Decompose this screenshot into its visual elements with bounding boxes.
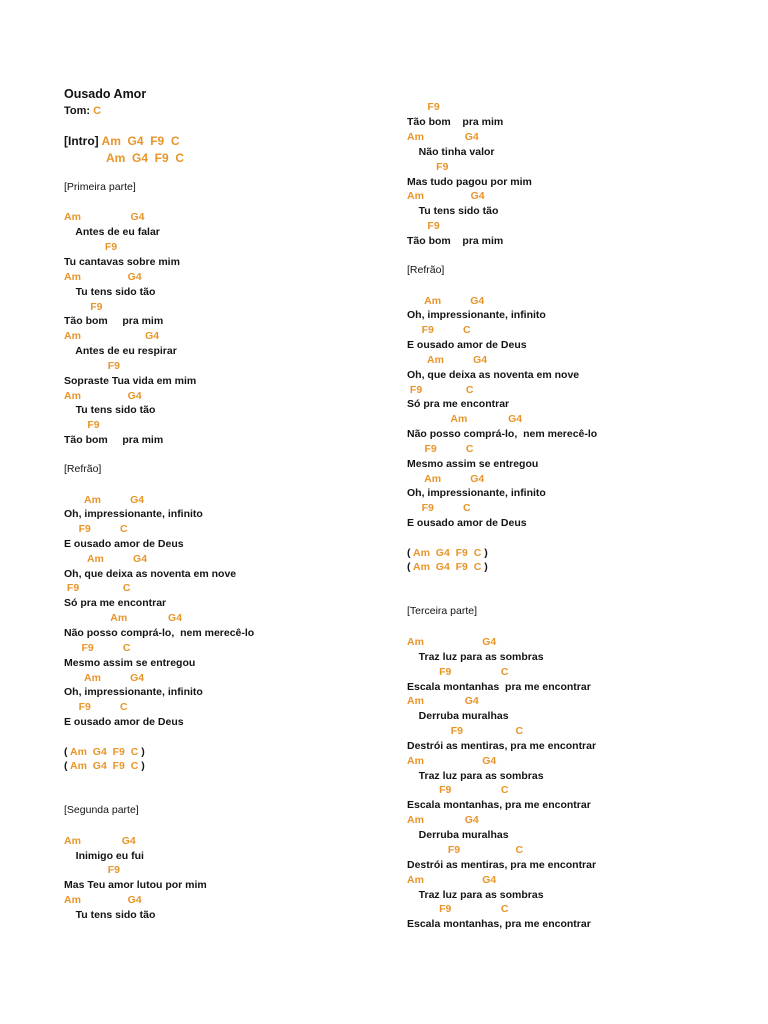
lyric-line: Tão bom pra mim (407, 235, 504, 247)
lyric-line: Oh, que deixa as noventa em nove (407, 369, 580, 381)
lyric-line: Traz luz para as sombras (407, 889, 544, 901)
chord-line: Am G4 (64, 553, 148, 565)
intro-label: [Intro] (64, 134, 99, 148)
lyric-line: E ousado amor de Deus (407, 517, 527, 529)
section-heading: [Refrão] (64, 463, 102, 475)
intro-chords: Am G4 F9 C (101, 134, 180, 148)
chord-line: F9 (64, 360, 121, 372)
lyric-line: Antes de eu respirar (64, 345, 177, 357)
chord-line: F9 C (407, 324, 471, 336)
bracket: ) (481, 547, 488, 559)
section-heading: [Terceira parte] (407, 605, 478, 617)
lyric-line: Tão bom pra mim (64, 434, 164, 446)
chord-line: F9 C (407, 784, 509, 796)
bracket: ( (64, 746, 71, 758)
lyric-line: Tu tens sido tão (64, 286, 156, 298)
intro-line-2: Am G4 F9 C (106, 151, 185, 165)
chord-line: Am G4 (407, 695, 479, 707)
chord-line: F9 C (407, 502, 471, 514)
chord-line: Am G4 (64, 390, 142, 402)
lyric-line: Sopraste Tua vida em mim (64, 375, 197, 387)
chord-line: F9 (407, 101, 440, 113)
chord-line: F9 C (64, 701, 128, 713)
chord-line: Am G4 (407, 295, 485, 307)
chord-line: F9 C (407, 725, 524, 737)
lyric-line: Oh, que deixa as noventa em nove (64, 568, 237, 580)
lyric-line: Destrói as mentiras, pra me encontrar (407, 859, 597, 871)
key-label: Tom: (64, 105, 91, 117)
lyric-line: Oh, impressionante, infinito (407, 309, 546, 321)
lyric-line: Traz luz para as sombras (407, 770, 544, 782)
lyric-line: Oh, impressionante, infinito (64, 686, 203, 698)
chord-line: F9 (64, 864, 121, 876)
lyric-line: Só pra me encontrar (64, 597, 167, 609)
lyric-line: E ousado amor de Deus (64, 538, 184, 550)
chord-line: F9 (407, 161, 449, 173)
bracket: ( (64, 760, 71, 772)
chord-line: Am G4 (407, 473, 485, 485)
chord-progression-line (64, 746, 145, 759)
chord-line: Am G4 (64, 894, 142, 906)
lyric-line: E ousado amor de Deus (64, 716, 184, 728)
chord-line: F9 C (407, 903, 509, 915)
lyric-line: Tão bom pra mim (64, 315, 164, 327)
chord-progression: Am G4 F9 C (413, 547, 482, 559)
section-heading: [Refrão] (407, 264, 445, 276)
lyric-line: Tão bom pra mim (407, 116, 504, 128)
chord-progression: Am G4 F9 C (70, 760, 139, 772)
chord-line: Am G4 (407, 413, 523, 425)
bracket: ) (138, 746, 145, 758)
chord-line: Am G4 (407, 636, 497, 648)
chord-line: Am G4 (407, 354, 488, 366)
lyric-line: Escala montanhas, pra me encontrar (407, 799, 591, 811)
chord-line: Am G4 (407, 755, 497, 767)
chord-line: Am G4 (64, 494, 145, 506)
chord-line: Am G4 (407, 874, 497, 886)
lyric-line: Tu tens sido tão (64, 909, 156, 921)
lyric-line: Derruba muralhas (407, 710, 509, 722)
lyric-line: Não posso comprá-lo, nem merecê-lo (64, 627, 255, 639)
chord-line: Am G4 (64, 672, 145, 684)
section-heading: [Segunda parte] (64, 804, 139, 816)
lyric-line: Destrói as mentiras, pra me encontrar (407, 740, 597, 752)
chord-line: F9 C (64, 523, 128, 535)
chord-line: Am G4 (407, 814, 479, 826)
chord-line: Am G4 (64, 612, 183, 624)
chord-progression-line (407, 547, 488, 560)
lyric-line: E ousado amor de Deus (407, 339, 527, 351)
lyric-line: Mesmo assim se entregou (64, 657, 196, 669)
lyric-line: Tu tens sido tão (64, 404, 156, 416)
chord-progression: Am G4 F9 C (413, 561, 482, 573)
song-title: Ousado Amor (64, 87, 147, 101)
chord-progression-line (64, 760, 145, 773)
lyric-line: Mas tudo pagou por mim (407, 176, 532, 188)
chord-line: F9 (64, 241, 118, 253)
bracket: ) (138, 760, 145, 772)
key-value: C (93, 105, 102, 117)
chord-line: F9 C (407, 844, 524, 856)
lyric-line: Antes de eu falar (64, 226, 160, 238)
chord-line: F9 (64, 419, 100, 431)
chord-line: Am G4 (407, 190, 485, 202)
bracket: ( (407, 547, 414, 559)
intro-line-1 (64, 134, 180, 149)
section-heading: [Primeira parte] (64, 181, 136, 193)
bracket: ( (407, 561, 414, 573)
bracket: ) (481, 561, 488, 573)
chord-line: F9 (407, 220, 440, 232)
lyric-line: Oh, impressionante, infinito (407, 487, 546, 499)
lyric-line: Tu cantavas sobre mim (64, 256, 180, 268)
chord-line: F9 C (407, 384, 474, 396)
chord-line: Am G4 (64, 271, 142, 283)
lyric-line: Mas Teu amor lutou por mim (64, 879, 207, 891)
chord-progression: Am G4 F9 C (70, 746, 139, 758)
lyric-line: Traz luz para as sombras (407, 651, 544, 663)
lyric-line: Só pra me encontrar (407, 398, 510, 410)
song-key (64, 104, 101, 118)
lyric-line: Tu tens sido tão (407, 205, 499, 217)
chord-line: F9 C (407, 443, 474, 455)
chord-line: F9 C (64, 582, 131, 594)
chord-line: Am G4 (64, 835, 136, 847)
chord-line: Am G4 (64, 330, 160, 342)
chord-line: F9 C (407, 666, 509, 678)
chord-progression-line (407, 561, 488, 574)
chord-line: F9 C (64, 642, 131, 654)
lyric-line: Mesmo assim se entregou (407, 458, 539, 470)
lyric-line: Oh, impressionante, infinito (64, 508, 203, 520)
chord-line: F9 (64, 301, 103, 313)
chord-line: Am G4 (64, 211, 145, 223)
chord-line: Am G4 (407, 131, 479, 143)
lyric-line: Derruba muralhas (407, 829, 509, 841)
lyric-line: Escala montanhas, pra me encontrar (407, 918, 591, 930)
lyric-line: Escala montanhas pra me encontrar (407, 681, 591, 693)
lyric-line: Inimigo eu fui (64, 850, 144, 862)
lyric-line: Não tinha valor (407, 146, 495, 158)
lyric-line: Não posso comprá-lo, nem merecê-lo (407, 428, 598, 440)
